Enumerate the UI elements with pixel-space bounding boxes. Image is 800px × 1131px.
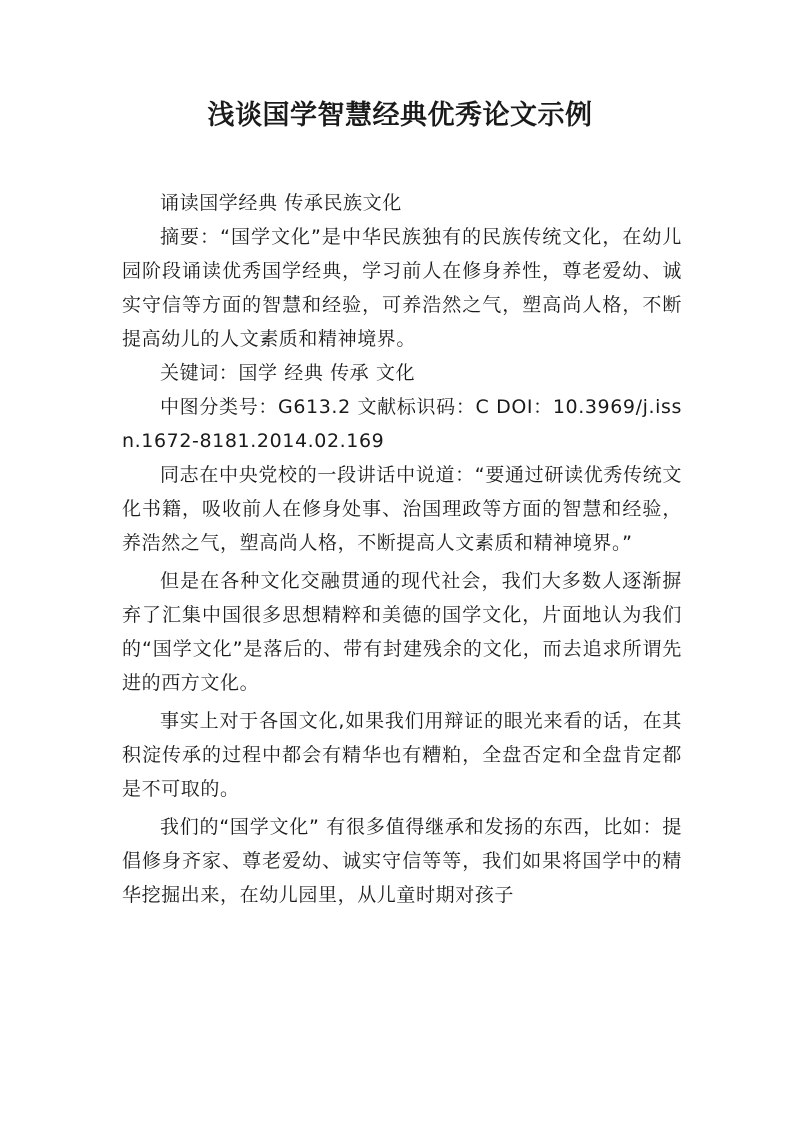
document-body: [122, 186, 682, 912]
classification-paragraph: 中图分类号：G613.2 文献标识码：C DOI：10.3969/j.issn.1672-8181.2014.02.169: [122, 396, 682, 452]
abstract-paragraph: 摘要：“国学文化”是中华民族独有的民族传统文化，在幼儿园阶段诵读优秀国学经典，学习前人在修身养性，尊老爱幼、诚实守信等方面的智慧和经验，可养浩然之气，塑高尚人格，不断提高幼儿的人文素质和精神境界。: [122, 226, 682, 350]
keywords-paragraph: 关键词：国学 经典 传承 文化: [160, 362, 416, 384]
document-title: 浅谈国学智慧经典优秀论文示例: [207, 100, 593, 131]
body-paragraph: 但是在各种文化交融贯通的现代社会，我们大多数人逐渐摒弃了汇集中国很多思想精粹和美德的国学文化，片面地认为我们的“国学文化”是落后的、带有封建残余的文化，而去追求所谓先进的西方文化。: [122, 570, 682, 694]
body-paragraph: 事实上对于各国文化,如果我们用辩证的眼光来看的话，在其积淀传承的过程中都会有精华也有糟粕，全盘否定和全盘肯定都是不可取的。: [122, 710, 682, 800]
body-paragraph: 我们的“国学文化” 有很多值得继承和发扬的东西，比如：提倡修身齐家、尊老爱幼、诚实守信等等，我们如果将国学中的精华挖掘出来，在幼儿园里，从儿童时期对孩子: [122, 816, 682, 906]
subtitle-paragraph: 诵读国学经典 传承民族文化: [160, 192, 402, 214]
body-paragraph: 同志在中央党校的一段讲话中说道：“要通过研读优秀传统文化书籍，吸收前人在修身处事、治国理政等方面的智慧和经验，养浩然之气，塑高尚人格，不断提高人文素质和精神境界。”: [122, 464, 682, 554]
